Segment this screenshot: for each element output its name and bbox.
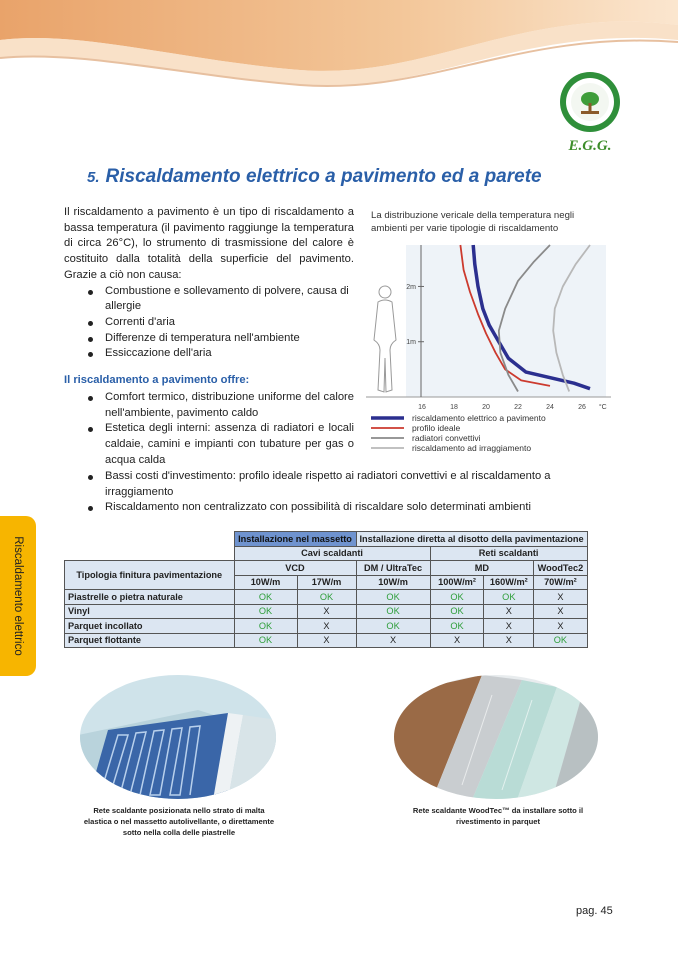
list-item: Riscaldamento non centralizzato con possibilità di riscaldare solo determinati ambienti <box>64 500 616 516</box>
table-cell: X <box>297 633 356 648</box>
table-cell: X <box>484 619 534 634</box>
table-product-vcd: VCD <box>234 561 356 576</box>
logo-emblem-icon <box>554 70 626 138</box>
brand-logo <box>554 70 626 160</box>
table-power: 160W/m² <box>484 575 534 590</box>
table-power: 70W/m² <box>534 575 587 590</box>
table-product-md: MD <box>430 561 534 576</box>
table-row-label: Vinyl <box>65 604 235 619</box>
table-cell: OK <box>356 619 430 634</box>
table-cell: X <box>484 604 534 619</box>
legend-label: riscaldamento elettrico a pavimento <box>412 413 546 423</box>
intro-bullet-list <box>64 284 354 363</box>
temperature-chart <box>366 240 616 465</box>
offers-bullet-list-wide <box>64 469 616 516</box>
x-tick-label: °C <box>598 404 607 411</box>
x-tick-label: 22 <box>514 404 522 411</box>
list-item: Combustione e sollevamento di polvere, causa di allergie <box>64 284 354 315</box>
y-tick-label: 1m <box>406 339 416 347</box>
table-cell: X <box>297 604 356 619</box>
legend-label: radiatori convettivi <box>412 433 481 443</box>
x-tick-label: 24 <box>546 404 554 411</box>
intro-block <box>64 205 354 362</box>
woodtec-photo <box>392 675 600 800</box>
legend-label: riscaldamento ad irraggiamento <box>412 443 532 453</box>
table-cell: OK <box>484 590 534 605</box>
table-cell: OK <box>430 619 484 634</box>
list-item: Comfort termico, distribuzione uniforme del calore nell'ambiente, pavimento caldo <box>64 390 354 421</box>
list-item: Estetica degli interni: assenza di radiatori e locali caldaie, camini e impianti con tubature per gas o acqua calda <box>64 421 354 468</box>
person-silhouette-icon <box>374 286 396 392</box>
photo-caption: Rete scaldante posizionata nello strato di malta elastica o nel massetto autolivellante, o direttamente sotto nella colla delle piastrelle <box>83 806 275 837</box>
table-cell: OK <box>234 633 297 648</box>
y-tick-label: 2m <box>406 283 416 291</box>
list-item: Bassi costi d'investimento: profilo ideale rispetto ai radiatori convettivi e al riscaldamento a irraggiamento <box>64 469 616 500</box>
table-product-woodtec: WoodTec2 <box>534 561 587 576</box>
offers-bullet-list <box>64 390 354 469</box>
table-cell: OK <box>430 590 484 605</box>
table-header-direct: Installazione diretta al disotto della pavimentazione <box>356 532 587 547</box>
page-number: pag. 45 <box>576 905 613 917</box>
table-row <box>65 604 588 619</box>
table-cell: OK <box>356 604 430 619</box>
table-power: 10W/m <box>234 575 297 590</box>
table-cell: X <box>534 604 587 619</box>
table-cell: X <box>297 619 356 634</box>
section-side-tab <box>0 516 36 676</box>
table-row-label: Piastrelle o pietra naturale <box>65 590 235 605</box>
table-cell: X <box>484 633 534 648</box>
table-row <box>65 590 588 605</box>
list-item: Correnti d'aria <box>64 315 354 331</box>
table-cell: OK <box>356 590 430 605</box>
photo-caption: Rete scaldante WoodTec™ da installare sotto il rivestimento in parquet <box>412 806 584 826</box>
x-tick-label: 18 <box>450 404 458 411</box>
intro-paragraph: Il riscaldamento a pavimento è un tipo di riscaldamento a bassa temperatura (il pavimento raggiunge la temperatura di circa 26°C), lo strumento di trasmissione del calore è costituito dalla totalità della superficie del pavimento. Grazie a ciò non causa: <box>64 206 354 281</box>
table-row-label: Parquet incollato <box>65 619 235 634</box>
x-tick-label: 26 <box>578 404 586 411</box>
x-tick-label: 20 <box>482 404 490 411</box>
brand-name: E.G.G. <box>568 138 612 154</box>
table-header-screed: Installazione nel massetto <box>234 532 356 547</box>
compatibility-table <box>64 531 588 648</box>
table-cell: OK <box>234 590 297 605</box>
table-cell: X <box>430 633 484 648</box>
section-title <box>87 166 542 188</box>
table-cell: OK <box>234 604 297 619</box>
table-cell: OK <box>297 590 356 605</box>
table-cell: OK <box>534 633 587 648</box>
table-power: 17W/m <box>297 575 356 590</box>
table-cell: X <box>534 590 587 605</box>
table-cell: OK <box>430 604 484 619</box>
table-cell: X <box>534 619 587 634</box>
side-tab-label: Riscaldamento elettrico <box>12 536 24 656</box>
table-row <box>65 619 588 634</box>
chart-plot-area <box>406 245 606 397</box>
table-row <box>65 633 588 648</box>
table-row-label: Parquet flottante <box>65 633 235 648</box>
section-title-text: Riscaldamento elettrico a pavimento ed a parete <box>105 166 542 187</box>
table-header-row <box>65 532 588 547</box>
chart-title: La distribuzione vericale della temperatura negli ambienti per varie tipologie di riscaldamento <box>371 210 575 234</box>
table-power: 100W/m² <box>430 575 484 590</box>
table-header-row <box>65 546 588 561</box>
table-product-dm: DM / UltraTec <box>356 561 430 576</box>
list-item: Essiccazione dell'aria <box>64 346 354 362</box>
offers-heading: Il riscaldamento a pavimento offre: <box>64 374 250 386</box>
table-cell: OK <box>234 619 297 634</box>
x-tick-label: 16 <box>418 404 426 411</box>
list-item: Differenze di temperatura nell'ambiente <box>64 331 354 347</box>
legend-label: profilo ideale <box>412 423 461 433</box>
table-row-label-header: Tipologia finitura pavimentazione <box>65 561 235 590</box>
table-header-nets: Reti scaldanti <box>430 546 587 561</box>
table-header-row <box>65 561 588 576</box>
section-number: 5. <box>87 169 100 186</box>
table-header-cables: Cavi scaldanti <box>234 546 430 561</box>
table-power: 10W/m <box>356 575 430 590</box>
cable-mat-photo <box>78 675 278 800</box>
table-cell: X <box>356 633 430 648</box>
